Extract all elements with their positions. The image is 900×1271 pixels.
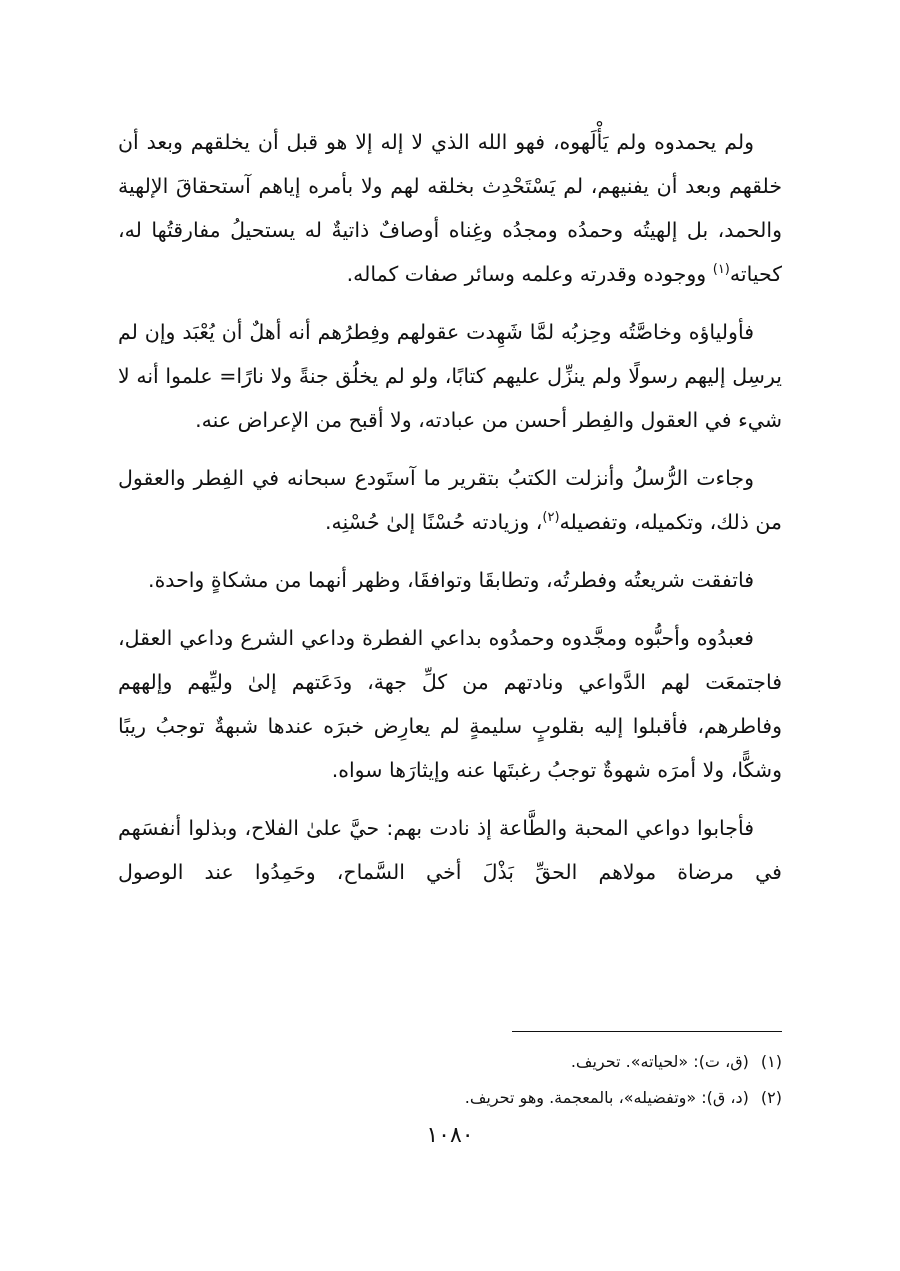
footnote-2 — [118, 1080, 782, 1116]
paragraph-3-part-2: ، وزيادته حُسْنًا إلىٰ حُسْنِه. — [325, 510, 543, 534]
footnote-1-number: (١) — [760, 1052, 782, 1071]
paragraph-4: فاتفقت شريعتُه وفطرتُه، وتطابقَا وتوافقَا، وظهر أنهما من مشكاةٍ واحدة. — [148, 568, 754, 592]
paragraph-1-part-2: ووجوده وقدرته وعلمه وسائر صفات كماله. — [346, 262, 713, 286]
paragraph-3-part-1: وجاءت الرُّسلُ وأنزلت الكتبُ بتقرير ما آستَودع سبحانه في الفِطر والعقول من ذلك، وتكميله، وتفصيله — [118, 466, 782, 534]
footnote-ref-1: (١) — [712, 262, 730, 278]
footnote-ref-2: (٢) — [542, 510, 560, 526]
paragraph-3 — [118, 456, 782, 544]
footnote-1 — [118, 1044, 782, 1080]
paragraph-2: فأولياؤه وخاصَّتُه وحِزبُه لمَّا شَهِدت عقولهم وفِطرُهم أنه أهلٌ أن يُعْبَد وإن لم يرسِل إليهم رسولًا ولم ينزِّل عليهم كتابًا، ولو لم يخلُق جنةً ولا نارًا= علموا أنه لا شيء في العقول والفِطر أحسن من عبادته، ولا أقبح من الإعراض عنه. — [118, 320, 782, 432]
footnotes — [118, 1044, 782, 1116]
paragraph-1-part-1: ولم يحمدوه ولم يَأْلَهوه، فهو الله الذي لا إله إلا هو قبل أن يخلقهم وبعد أن خلقهم وبعد أن يفنيهم، لم يَسْتَحْدِث بخلقه لهم ولا بأمره إياهم آستحقاقَ الإلهية والحمد، بل إلهيتُه وحمدُه ومجدُه وغِناه أوصافٌ ذاتيةٌ له يستحيلُ مفارقتُها له، كحياته — [118, 130, 782, 286]
footnote-1-text: (ق، ت): «لحياته». تحريف. — [570, 1052, 749, 1071]
page-number: ١٠٨٠ — [426, 1123, 474, 1148]
paragraph-1 — [118, 120, 782, 296]
footnote-2-text: (د، ق): «وتفضيله»، بالمعجمة. وهو تحريف. — [464, 1088, 749, 1107]
footnote-separator — [512, 1031, 782, 1032]
paragraph-6: فأجابوا دواعي المحبة والطَّاعة إذ نادت بهم: حيَّ علىٰ الفلاح، وبذلوا أنفسَهم في مرضاة مولاهم الحقِّ بَذْلَ أخي السَّماح، وحَمِدُوا عند الوصول — [118, 816, 782, 884]
main-text — [118, 120, 782, 908]
footnote-2-number: (٢) — [760, 1088, 782, 1107]
paragraph-5: فعبدُوه وأحبُّوه ومجَّدوه وحمدُوه بداعي الفطرة وداعي الشرع وداعي العقل، فاجتمعَت لهم الدَّواعي ونادتهم من كلِّ جهة، ودَعَتهم إلىٰ وليِّهم وإلههم وفاطرهم، فأقبلوا إليه بقلوبٍ سليمةٍ لم يعارِض خبرَه عندها شبهةٌ توجبُ ريبًا وشكًّا، ولا أمرَه شهوةٌ توجبُ رغبتَها عنه وإيثارَها سواه. — [118, 626, 782, 782]
